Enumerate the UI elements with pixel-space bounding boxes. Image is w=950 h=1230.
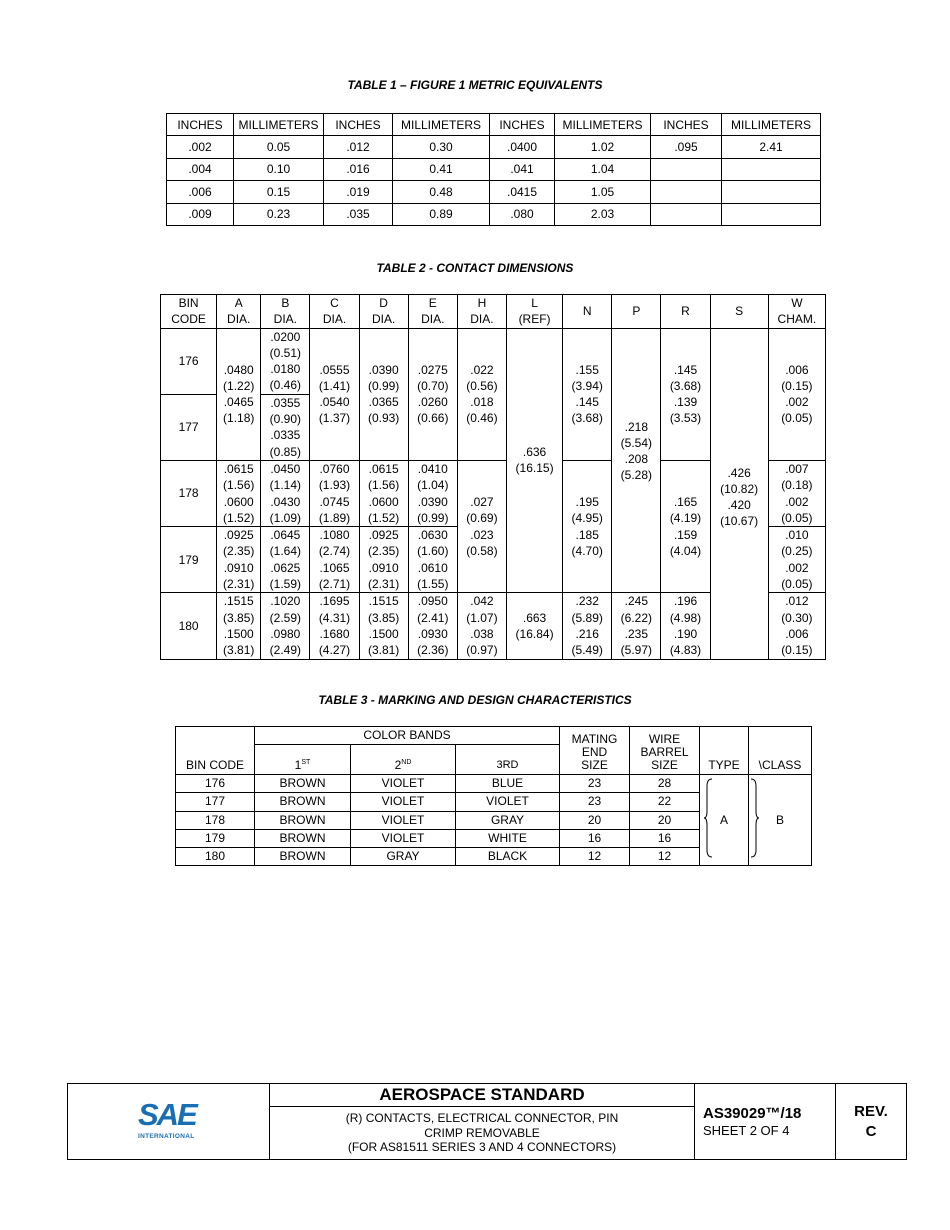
- table-cell: .009: [167, 203, 234, 225]
- column-header: \CLASS: [749, 727, 812, 775]
- column-header: A DIA.: [217, 295, 261, 329]
- table-cell: .218 (5.54) .208 (5.28): [612, 328, 661, 593]
- table-cell: .0555 (1.41) .0540 (1.37): [310, 328, 359, 460]
- bin-code-cell: 176: [161, 328, 217, 394]
- table-cell: [722, 203, 821, 225]
- table-cell: GRAY: [351, 847, 456, 865]
- table-cell: .042 (1.07) .038 (0.97): [457, 593, 506, 659]
- column-header: COLOR BANDS: [255, 727, 560, 745]
- table-cell: BLUE: [456, 775, 560, 793]
- table-row: [161, 328, 826, 394]
- contact-dimensions-table: [160, 294, 826, 660]
- table-cell: .0450 (1.14) .0430 (1.09): [261, 460, 310, 526]
- table-cell: BROWN: [255, 847, 351, 865]
- table-cell: .0390 (0.99) .0365 (0.93): [359, 328, 408, 460]
- table-cell: [651, 181, 722, 203]
- column-header: MATING END SIZE: [560, 727, 630, 775]
- column-header: BIN CODE: [161, 295, 217, 329]
- table-cell: .019: [324, 181, 393, 203]
- table-cell: BROWN: [255, 793, 351, 811]
- column-header: P: [612, 295, 661, 329]
- table-cell: 22: [630, 793, 700, 811]
- table-cell: 176: [176, 775, 255, 793]
- band-2-suffix: ND: [401, 759, 412, 767]
- column-header: INCHES: [324, 114, 393, 136]
- table-cell: BROWN: [255, 811, 351, 829]
- table-cell: .022 (0.56) .018 (0.46): [457, 328, 506, 460]
- column-header: MILLIMETERS: [555, 114, 651, 136]
- table-cell: .663 (16.84): [506, 593, 562, 659]
- column-header: D DIA.: [359, 295, 408, 329]
- table-cell: .0950 (2.41) .0930 (2.36): [408, 593, 457, 659]
- table-cell: .0200 (0.51) .0180 (0.46): [261, 328, 310, 394]
- table-row: [167, 181, 821, 203]
- table-cell: .155 (3.94) .145 (3.68): [563, 328, 612, 460]
- table-cell: .0415: [490, 181, 555, 203]
- table-cell: .145 (3.68) .139 (3.53): [661, 328, 710, 460]
- table-cell: .0275 (0.70) .0260 (0.66): [408, 328, 457, 460]
- column-header: WIRE BARREL SIZE: [630, 727, 700, 775]
- table-cell: 23: [560, 793, 630, 811]
- table-cell: GRAY: [456, 811, 560, 829]
- column-header: B DIA.: [261, 295, 310, 329]
- sae-logo: [138, 1099, 202, 1143]
- table-cell: .035: [324, 203, 393, 225]
- table-cell: .006: [167, 181, 234, 203]
- metric-equivalents-table: [166, 113, 821, 226]
- table-cell: .1695 (4.31) .1680 (4.27): [310, 593, 359, 659]
- table-cell: 12: [560, 847, 630, 865]
- table-cell: .016: [324, 158, 393, 180]
- table-cell: .0615 (1.56) .0600 (1.52): [359, 460, 408, 526]
- type-value: A: [719, 812, 728, 827]
- table-row: [167, 203, 821, 225]
- table-cell: VIOLET: [351, 829, 456, 847]
- table-cell: .0925 (2.35) .0910 (2.31): [217, 527, 261, 593]
- table3-caption: TABLE 3 - MARKING AND DESIGN CHARACTERISTICS: [318, 693, 632, 707]
- table-cell: VIOLET: [351, 775, 456, 793]
- table-cell: WHITE: [456, 829, 560, 847]
- revision-cell: [836, 1084, 907, 1160]
- table-cell: 180: [176, 847, 255, 865]
- table-cell: .041: [490, 158, 555, 180]
- bin-code-cell: 180: [161, 593, 217, 659]
- column-header: INCHES: [651, 114, 722, 136]
- table-header-row: [161, 295, 826, 329]
- table-cell: .006 (0.15) .002 (0.05): [768, 328, 825, 460]
- table-cell: 28: [630, 775, 700, 793]
- table-cell: 177: [176, 793, 255, 811]
- document-number: AS39029™/18: [703, 1105, 802, 1122]
- marking-characteristics-table: [175, 726, 812, 866]
- title-line: CRIMP REMOVABLE: [424, 1125, 540, 1140]
- table-cell: 0.30: [393, 136, 490, 158]
- revision-label: REV.: [854, 1102, 888, 1120]
- table-cell: BLACK: [456, 847, 560, 865]
- table-cell: 179: [176, 829, 255, 847]
- table-cell: .010 (0.25) .002 (0.05): [768, 527, 825, 593]
- column-header: 3RD: [456, 745, 560, 775]
- table-cell: 0.15: [234, 181, 324, 203]
- table-cell: .0355 (0.90) .0335 (0.85): [261, 394, 310, 460]
- right-brace-icon: [750, 778, 760, 858]
- table-cell: 1.02: [555, 136, 651, 158]
- table-cell: .004: [167, 158, 234, 180]
- table-cell: 23: [560, 775, 630, 793]
- class-value: B: [775, 812, 784, 827]
- table-cell: 16: [560, 829, 630, 847]
- table-cell: [722, 181, 821, 203]
- table-cell: .0400: [490, 136, 555, 158]
- table-cell: [722, 158, 821, 180]
- revision-value: C: [865, 1122, 877, 1140]
- table-cell: 20: [630, 811, 700, 829]
- column-header: E DIA.: [408, 295, 457, 329]
- table-cell: .1515 (3.85) .1500 (3.81): [359, 593, 408, 659]
- type-cell: [700, 775, 749, 866]
- bin-code-cell: 179: [161, 527, 217, 593]
- document-type: AEROSPACE STANDARD: [270, 1084, 695, 1107]
- band-1-suffix: ST: [301, 759, 311, 767]
- table-cell: .0410 (1.04) .0390 (0.99): [408, 460, 457, 526]
- table-cell: .080: [490, 203, 555, 225]
- title-block: [67, 1083, 907, 1160]
- table-header-row: [176, 727, 812, 745]
- table-cell: .0925 (2.35) .0910 (2.31): [359, 527, 408, 593]
- table-cell: .0760 (1.93) .0745 (1.89): [310, 460, 359, 526]
- column-header: W CHAM.: [768, 295, 825, 329]
- column-header: H DIA.: [457, 295, 506, 329]
- table-cell: 2.41: [722, 136, 821, 158]
- table-cell: .027 (0.69) .023 (0.58): [457, 460, 506, 592]
- band-2-label: 2: [394, 758, 402, 773]
- table-cell: 178: [176, 811, 255, 829]
- table-cell: BROWN: [255, 829, 351, 847]
- column-header: C DIA.: [310, 295, 359, 329]
- column-header: MILLIMETERS: [393, 114, 490, 136]
- table-cell: [651, 158, 722, 180]
- logo-cell: [68, 1084, 270, 1160]
- table-cell: 1.05: [555, 181, 651, 203]
- table-cell: .1515 (3.85) .1500 (3.81): [217, 593, 261, 659]
- table-cell: .012 (0.30) .006 (0.15): [768, 593, 825, 659]
- class-cell: [749, 775, 812, 866]
- table-cell: .636 (16.15): [506, 328, 562, 593]
- table-cell: .0645 (1.64) .0625 (1.59): [261, 527, 310, 593]
- table-cell: BROWN: [255, 775, 351, 793]
- column-header: MILLIMETERS: [722, 114, 821, 136]
- title-line: (FOR AS81511 SERIES 3 AND 4 CONNECTORS): [347, 1140, 617, 1155]
- table-cell: 1.04: [555, 158, 651, 180]
- document-number-cell: [695, 1084, 836, 1160]
- table-cell: .1020 (2.59) .0980 (2.49): [261, 593, 310, 659]
- table-cell: 0.48: [393, 181, 490, 203]
- title-line: (R) CONTACTS, ELECTRICAL CONNECTOR, PIN: [345, 1111, 619, 1126]
- table-cell: .0630 (1.60) .0610 (1.55): [408, 527, 457, 593]
- column-header: R: [661, 295, 710, 329]
- table-cell: .012: [324, 136, 393, 158]
- table-cell: 2.03: [555, 203, 651, 225]
- sae-logo-text: SAE: [138, 1097, 196, 1132]
- left-brace-icon: [704, 778, 714, 858]
- table-row: [167, 136, 821, 158]
- column-header: [351, 745, 456, 775]
- column-header: MILLIMETERS: [234, 114, 324, 136]
- table-cell: .1080 (2.74) .1065 (2.71): [310, 527, 359, 593]
- table-cell: .002: [167, 136, 234, 158]
- table1-caption: TABLE 1 – FIGURE 1 METRIC EQUIVALENTS: [347, 78, 603, 92]
- column-header: [255, 745, 351, 775]
- column-header: L (REF): [506, 295, 562, 329]
- table-row: [176, 775, 812, 793]
- table-cell: [651, 203, 722, 225]
- column-header: BIN CODE: [176, 727, 255, 775]
- table-cell: .095: [651, 136, 722, 158]
- table-cell: .245 (6.22) .235 (5.97): [612, 593, 661, 659]
- table-cell: VIOLET: [351, 811, 456, 829]
- band-1-label: 1: [294, 758, 302, 773]
- table-cell: 16: [630, 829, 700, 847]
- table-cell: .232 (5.89) .216 (5.49): [563, 593, 612, 659]
- column-header: INCHES: [167, 114, 234, 136]
- column-header: N: [563, 295, 612, 329]
- table-cell: 0.41: [393, 158, 490, 180]
- column-header: S: [710, 295, 768, 329]
- table-cell: 20: [560, 811, 630, 829]
- table-row: [167, 158, 821, 180]
- table-cell: .165 (4.19) .159 (4.04): [661, 460, 710, 592]
- sheet-number: SHEET 2 OF 4: [703, 1123, 790, 1138]
- table-header-row: [167, 114, 821, 136]
- bin-code-cell: 177: [161, 394, 217, 460]
- table-cell: .0615 (1.56) .0600 (1.52): [217, 460, 261, 526]
- table-cell: 0.10: [234, 158, 324, 180]
- table-cell: VIOLET: [456, 793, 560, 811]
- table-cell: .426 (10.82) .420 (10.67): [710, 328, 768, 659]
- table-cell: VIOLET: [351, 793, 456, 811]
- table-cell: .196 (4.98) .190 (4.83): [661, 593, 710, 659]
- table-cell: .195 (4.95) .185 (4.70): [563, 460, 612, 592]
- bin-code-cell: 178: [161, 460, 217, 526]
- table-cell: 12: [630, 847, 700, 865]
- table-cell: 0.05: [234, 136, 324, 158]
- sae-logo-subtext: INTERNATIONAL: [138, 1133, 195, 1140]
- column-header: INCHES: [490, 114, 555, 136]
- column-header: TYPE: [700, 727, 749, 775]
- table-cell: .0480 (1.22) .0465 (1.18): [217, 328, 261, 460]
- table2-caption: TABLE 2 - CONTACT DIMENSIONS: [376, 261, 574, 275]
- table-cell: 0.23: [234, 203, 324, 225]
- document-title: [270, 1107, 695, 1160]
- table-cell: 0.89: [393, 203, 490, 225]
- table-cell: .007 (0.18) .002 (0.05): [768, 460, 825, 526]
